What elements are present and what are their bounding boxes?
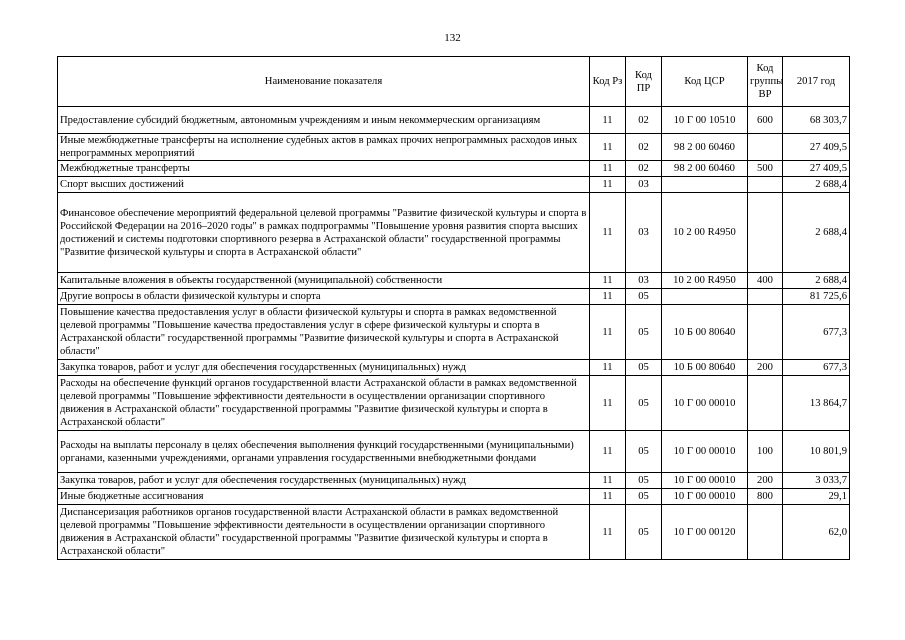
row-pr-cell: 05 [626, 305, 662, 360]
row-amount-cell: 13 864,7 [783, 376, 850, 431]
row-vr-cell: 800 [748, 489, 783, 505]
header-vr: Код группы ВР [748, 57, 783, 107]
row-amount-cell: 27 409,5 [783, 161, 850, 177]
table-row [58, 473, 850, 489]
row-vr-cell [748, 376, 783, 431]
row-name-cell: Спорт высших достижений [58, 177, 590, 193]
table-row [58, 376, 850, 431]
row-amount-cell: 2 688,4 [783, 193, 850, 273]
row-amount-cell: 27 409,5 [783, 134, 850, 161]
row-name-cell: Финансовое обеспечение мероприятий федеральной целевой программы "Развитие физической культуры и спорта в Российской Федерации на 2016–2020 годы" в рамках подпрограммы "Повышение уровня развития спорта высших достижений и системы подготовки спортивного резерва в Астраханской области" государственной программы "Развитие физической культуры и спорта в Астраханской области" [58, 193, 590, 273]
row-pr-cell: 05 [626, 505, 662, 560]
header-rz: Код Рз [590, 57, 626, 107]
row-vr-cell: 200 [748, 473, 783, 489]
table-row [58, 489, 850, 505]
row-vr-cell [748, 305, 783, 360]
row-vr-cell [748, 177, 783, 193]
row-pr-cell: 02 [626, 134, 662, 161]
row-name-cell: Иные бюджетные ассигнования [58, 489, 590, 505]
row-amount-cell: 2 688,4 [783, 273, 850, 289]
table-row [58, 177, 850, 193]
row-name-cell: Капитальные вложения в объекты государственной (муниципальной) собственности [58, 273, 590, 289]
header-pr: Код ПР [626, 57, 662, 107]
row-amount-cell: 62,0 [783, 505, 850, 560]
row-rz-cell: 11 [590, 289, 626, 305]
row-amount-cell: 29,1 [783, 489, 850, 505]
row-vr-cell [748, 193, 783, 273]
row-rz-cell: 11 [590, 134, 626, 161]
table-row [58, 431, 850, 473]
row-vr-cell: 600 [748, 107, 783, 134]
header-csr: Код ЦСР [662, 57, 748, 107]
row-pr-cell: 02 [626, 107, 662, 134]
row-vr-cell [748, 505, 783, 560]
row-name-cell: Диспансеризация работников органов государственной власти Астраханской области в рамках ведомственной целевой программы "Повышение эффективности деятельности в осуществлении организации спортивного движения в Астраханской области" государственной программы "Развитие физической культуры и спорта в Астраханской области" [58, 505, 590, 560]
row-pr-cell: 02 [626, 161, 662, 177]
header-year: 2017 год [783, 57, 850, 107]
row-csr-cell: 10 Б 00 80640 [662, 360, 748, 376]
row-csr-cell: 10 Г 00 00010 [662, 473, 748, 489]
row-name-cell: Закупка товаров, работ и услуг для обеспечения государственных (муниципальных) нужд [58, 360, 590, 376]
row-rz-cell: 11 [590, 273, 626, 289]
row-vr-cell [748, 134, 783, 161]
row-rz-cell: 11 [590, 489, 626, 505]
row-csr-cell: 10 2 00 R4950 [662, 273, 748, 289]
row-amount-cell: 81 725,6 [783, 289, 850, 305]
row-name-cell: Расходы на обеспечение функций органов государственной власти Астраханской области в рамках ведомственной целевой программы "Повышение эффективности деятельности в осуществлении организации спортивного движения в Астраханской области" государственной программы "Развитие физической культуры и спорта в Астраханской области" [58, 376, 590, 431]
table-row [58, 134, 850, 161]
table-row [58, 107, 850, 134]
row-csr-cell [662, 177, 748, 193]
table-row [58, 360, 850, 376]
row-name-cell: Межбюджетные трансферты [58, 161, 590, 177]
table-row [58, 305, 850, 360]
row-vr-cell: 500 [748, 161, 783, 177]
row-name-cell: Расходы на выплаты персоналу в целях обеспечения выполнения функций государственными (муниципальными) органами, казенными учреждениями, органами управления государственными внебюджетными фондами [58, 431, 590, 473]
row-amount-cell: 677,3 [783, 360, 850, 376]
row-amount-cell: 3 033,7 [783, 473, 850, 489]
row-vr-cell: 400 [748, 273, 783, 289]
row-pr-cell: 05 [626, 376, 662, 431]
row-vr-cell [748, 289, 783, 305]
row-vr-cell: 200 [748, 360, 783, 376]
row-csr-cell: 98 2 00 60460 [662, 161, 748, 177]
table-row [58, 193, 850, 273]
budget-table [57, 56, 850, 560]
row-csr-cell: 98 2 00 60460 [662, 134, 748, 161]
row-rz-cell: 11 [590, 505, 626, 560]
table-row [58, 273, 850, 289]
row-csr-cell: 10 2 00 R4950 [662, 193, 748, 273]
row-pr-cell: 03 [626, 193, 662, 273]
row-name-cell: Повышение качества предоставления услуг в области физической культуры и спорта в рамках ведомственной целевой программы "Повышение качества предоставления услуг в сфере физической культуры и спорта в Астраханской области" государственной программы "Развитие физической культуры и спорта в Астраханской области" [58, 305, 590, 360]
row-vr-cell: 100 [748, 431, 783, 473]
row-name-cell: Закупка товаров, работ и услуг для обеспечения государственных (муниципальных) нужд [58, 473, 590, 489]
row-rz-cell: 11 [590, 107, 626, 134]
row-csr-cell: 10 Г 00 00010 [662, 431, 748, 473]
row-pr-cell: 03 [626, 177, 662, 193]
row-rz-cell: 11 [590, 193, 626, 273]
table-row [58, 161, 850, 177]
row-csr-cell: 10 Б 00 80640 [662, 305, 748, 360]
row-rz-cell: 11 [590, 376, 626, 431]
row-csr-cell [662, 289, 748, 305]
table-row [58, 505, 850, 560]
row-pr-cell: 05 [626, 289, 662, 305]
page-number: 132 [444, 32, 461, 44]
row-csr-cell: 10 Г 00 00010 [662, 489, 748, 505]
row-name-cell: Иные межбюджетные трансферты на исполнение судебных актов в рамках прочих непрограммных расходов иных непрограммных мероприятий [58, 134, 590, 161]
row-pr-cell: 05 [626, 360, 662, 376]
row-pr-cell: 03 [626, 273, 662, 289]
row-csr-cell: 10 Г 00 10510 [662, 107, 748, 134]
row-rz-cell: 11 [590, 177, 626, 193]
row-name-cell: Другие вопросы в области физической культуры и спорта [58, 289, 590, 305]
row-name-cell: Предоставление субсидий бюджетным, автономным учреждениям и иным некоммерческим организациям [58, 107, 590, 134]
table-header-row [58, 57, 850, 107]
row-amount-cell: 2 688,4 [783, 177, 850, 193]
row-csr-cell: 10 Г 00 00010 [662, 376, 748, 431]
row-amount-cell: 68 303,7 [783, 107, 850, 134]
row-amount-cell: 10 801,9 [783, 431, 850, 473]
row-csr-cell: 10 Г 00 00120 [662, 505, 748, 560]
row-rz-cell: 11 [590, 161, 626, 177]
row-amount-cell: 677,3 [783, 305, 850, 360]
row-pr-cell: 05 [626, 489, 662, 505]
row-pr-cell: 05 [626, 473, 662, 489]
header-name: Наименование показателя [58, 57, 590, 107]
row-rz-cell: 11 [590, 360, 626, 376]
row-rz-cell: 11 [590, 473, 626, 489]
row-pr-cell: 05 [626, 431, 662, 473]
row-rz-cell: 11 [590, 305, 626, 360]
row-rz-cell: 11 [590, 431, 626, 473]
table-row [58, 289, 850, 305]
